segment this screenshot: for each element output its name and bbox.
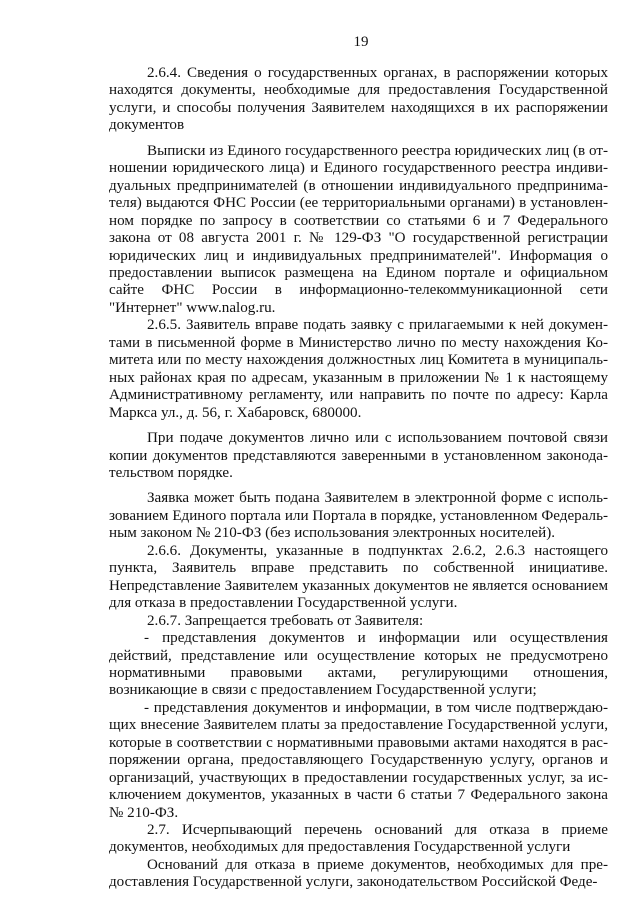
section-2-6-6-paragraph: 2.6.6. Документы, указанные в подпунктах 2.6.2, 2.6.3 настоящего пункта, Заявитель вправе представить по собственной инициативе. Непредставление Заявителем указанных документов не является основанием для отказа в предоставлении Государственной услуги. [109, 542, 608, 612]
section-2-6-7-heading: 2.6.7. Запрещается требовать от Заявителя: [147, 612, 424, 629]
page-number: 19 [353, 34, 369, 50]
egrul-extracts-paragraph: Выписки из Единого государственного реестра юридических лиц (в отношении юридического лица) и Единого государственного реестра индивидуальных предпринимателей (в отношении индивидуального предпринимателя) выдаются ФНС России (ее территориальными органами) в установленном порядке по запросу в соответствии со статьями 6 и 7 Федерального закона от 08 августа 2001 г. № 129-ФЗ "О государственной регистрации юридических лиц и индивидуальных предпринимателей". Информация о предоставлении выписок размещена на Едином портале и официальном сайте ФНС России в информационно-телекоммуникационной сети "Интернет" www.nalog.ru. [109, 142, 608, 316]
prohibition-item-2: - представления документов и информации, в том числе подтверждающих внесение Заявителем платы за предоставление Государственной услуги, которые в соответствии с нормативными правовыми актами находятся в распоряжении органа, предоставляющего Государственную услугу, органов и организаций, участвующих в предоставлении государственных услуг, за исключением документов, указанных в части 6 статьи 7 Федерального закона № 210-ФЗ. [109, 699, 608, 821]
prohibition-item-1: - представления документов и информации или осуществления действий, представление или осуществление которых не предусмотрено нормативными правовыми актами, регулирующими отношения, возникающие в связи с предоставлением Государственной услуги; [109, 630, 608, 699]
section-2-6-5-paragraph: 2.6.5. Заявитель вправе подать заявку с прилагаемыми к ней документами в письменной форме в Министерство лично по месту нахождения Комитета или по месту нахождения должностных лиц Комитета в муниципальных районах края по адресам, указанным в приложении № 1 к настоящему Административному регламенту, или направить по почте по адресу: Карла Маркса ул., д. 56, г. Хабаровск, 680000. [109, 317, 608, 421]
postal-submission-paragraph: При подаче документов лично или с использованием почтовой связи копии документов представляются заверенными в установленном законодательством порядке. [109, 430, 608, 481]
section-2-7-heading: 2.7. Исчерпывающий перечень оснований для отказа в приеме документов, необходимых для предоставления Государственной услуги [109, 822, 608, 856]
electronic-submission-paragraph: Заявка может быть подана Заявителем в электронной форме с использованием Единого портала или Портала в порядке, установленном Федеральным законом № 210-ФЗ (без использования электронных носителей). [109, 490, 608, 542]
section-2-6-4-heading: 2.6.4. Сведения о государственных органах, в распоряжении которых находятся документы, необходимые для предоставления Государственной услуги, и способы получения Заявителем находящихся в их распоряжении документов [109, 65, 608, 134]
refusal-grounds-paragraph: Оснований для отказа в приеме документов, необходимых для предоставления Государственной услуги, законодательством Российской Феде- [109, 856, 608, 891]
document-body [109, 65, 608, 892]
